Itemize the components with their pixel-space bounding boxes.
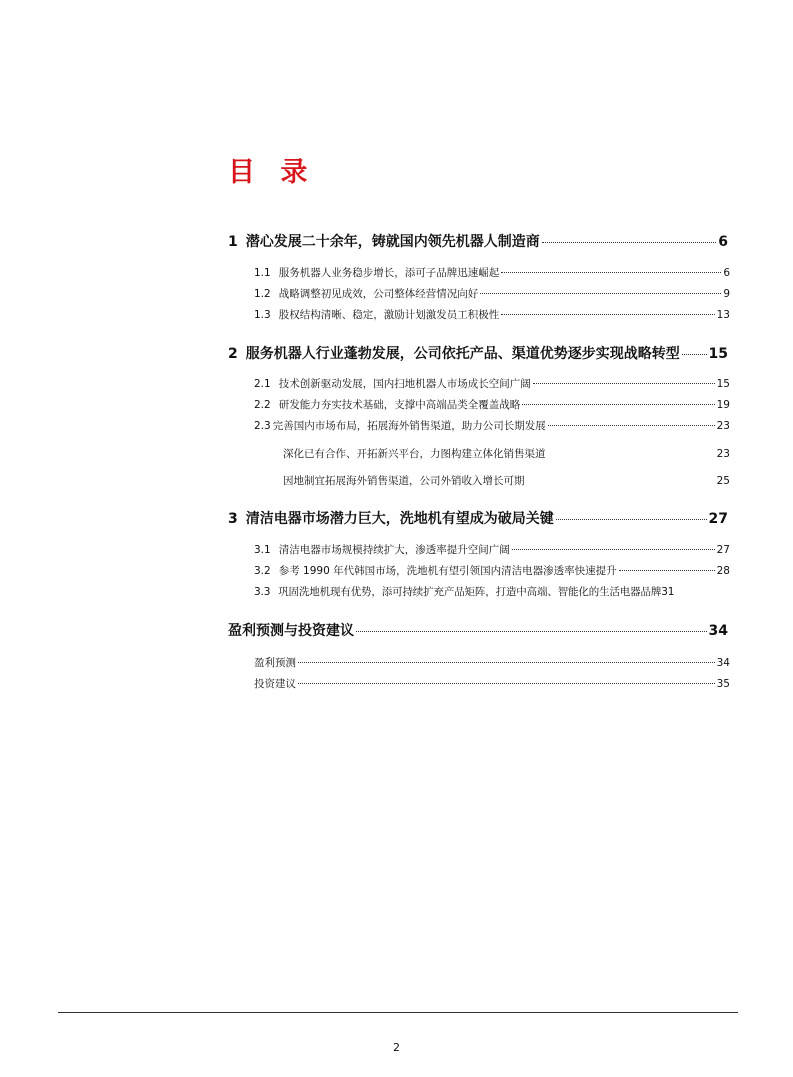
page-ref: 35 (716, 678, 730, 690)
toc-item-2-2[interactable] (254, 397, 730, 413)
toc-item-1-2[interactable] (254, 286, 730, 302)
item-number: 1.1 (254, 267, 271, 279)
dot-leader (501, 272, 721, 273)
toc-section-1[interactable] (228, 232, 728, 252)
section-title: 潜心发展二十余年，铸就国内领先机器人制造商 (245, 234, 540, 250)
toc-item-2-1[interactable] (254, 376, 730, 392)
toc-item-1-1[interactable] (254, 265, 730, 281)
section-number: 3 (228, 511, 238, 527)
page-ref: 34 (716, 657, 730, 669)
toc-item-4-2[interactable] (254, 676, 730, 692)
item-title: 完善国内市场布局，拓展海外销售渠道，助力公司长期发展 (272, 420, 546, 432)
section-number: 1 (228, 234, 238, 250)
item-title: 清洁电器市场规模持续扩大，渗透率提升空间广阔 (278, 544, 510, 556)
dot-leader (501, 314, 714, 315)
item-title: 战略调整初见成效，公司整体经营情况向好 (278, 288, 479, 300)
toc-item-3-3[interactable] (254, 584, 736, 600)
page-ref: 6 (718, 234, 728, 250)
dot-leader (522, 404, 714, 405)
item-title: 股权结构清晰、稳定，激励计划激发员工积极性 (278, 309, 500, 321)
item-title: 服务机器人业务稳步增长，添可子品牌迅速崛起 (278, 267, 500, 279)
page-ref: 6 (723, 267, 730, 279)
item-number: 2.1 (254, 378, 271, 390)
dot-leader (548, 425, 715, 426)
page-ref: 13 (716, 309, 730, 321)
dot-leader (533, 383, 715, 384)
toc-subitem-2-3-1[interactable] (283, 446, 730, 462)
dot-leader (512, 549, 715, 550)
toc-subitem-2-3-2[interactable] (283, 473, 730, 489)
dot-leader (619, 570, 715, 571)
page-ref: 27 (716, 544, 730, 556)
item-title: 盈利预测 (254, 657, 296, 669)
page-ref: 25 (716, 475, 730, 487)
item-number: 3.3 (254, 586, 271, 598)
item-title: 研发能力夯实技术基础，支撑中高端品类全覆盖战略 (278, 399, 521, 411)
toc-section-2[interactable] (228, 344, 728, 364)
page-ref: 31 (661, 586, 675, 598)
page-ref: 15 (708, 346, 728, 362)
item-number: 3.1 (254, 544, 271, 556)
item-number: 2.3 (254, 420, 271, 432)
item-number: 1.3 (254, 309, 271, 321)
item-number: 3.2 (254, 565, 271, 577)
section-title: 服务机器人行业蓬勃发展，公司依托产品、渠道优势逐步实现战略转型 (245, 346, 680, 362)
toc-heading: 目 录 (228, 157, 316, 188)
page-ref: 27 (708, 511, 728, 527)
toc-item-3-2[interactable] (254, 563, 730, 579)
subitem-title: 深化已有合作、开拓新兴平台，力图构建立体化销售渠道 (283, 448, 546, 460)
page-ref: 19 (716, 399, 730, 411)
item-number: 2.2 (254, 399, 271, 411)
dot-leader (542, 242, 717, 243)
toc-section-3[interactable] (228, 509, 728, 529)
item-number: 1.2 (254, 288, 271, 300)
section-number: 2 (228, 346, 238, 362)
footer-divider (58, 1012, 738, 1013)
toc-item-2-3[interactable] (254, 418, 730, 434)
page-ref: 23 (716, 420, 730, 432)
section-title: 清洁电器市场潜力巨大，洗地机有望成为破局关键 (245, 511, 554, 527)
dot-leader (298, 683, 715, 684)
page-ref: 34 (708, 623, 728, 639)
dot-leader (480, 293, 721, 294)
dot-leader (682, 354, 707, 355)
item-title: 投资建议 (254, 678, 296, 690)
item-title: 巩固洗地机现有优势，添可持续扩充产品矩阵，打造中高端、智能化的生活电器品牌 (278, 586, 662, 598)
page-ref: 15 (716, 378, 730, 390)
item-title: 参考 1990 年代韩国市场，洗地机有望引领国内清洁电器渗透率快速提升 (278, 565, 617, 577)
dot-leader (356, 631, 707, 632)
item-title: 技术创新驱动发展，国内扫地机器人市场成长空间广阔 (278, 378, 531, 390)
page-ref: 9 (723, 288, 730, 300)
subitem-title: 因地制宜拓展海外销售渠道，公司外销收入增长可期 (283, 475, 525, 487)
toc-item-1-3[interactable] (254, 307, 730, 323)
toc-item-4-1[interactable] (254, 655, 730, 671)
section-title: 盈利预测与投资建议 (228, 623, 354, 639)
toc-section-4[interactable] (228, 621, 728, 641)
page-ref: 23 (716, 448, 730, 460)
page-ref: 28 (716, 565, 730, 577)
page-number: 2 (393, 1041, 400, 1054)
dot-leader (556, 519, 707, 520)
toc-item-3-1[interactable] (254, 542, 730, 558)
dot-leader (298, 662, 715, 663)
